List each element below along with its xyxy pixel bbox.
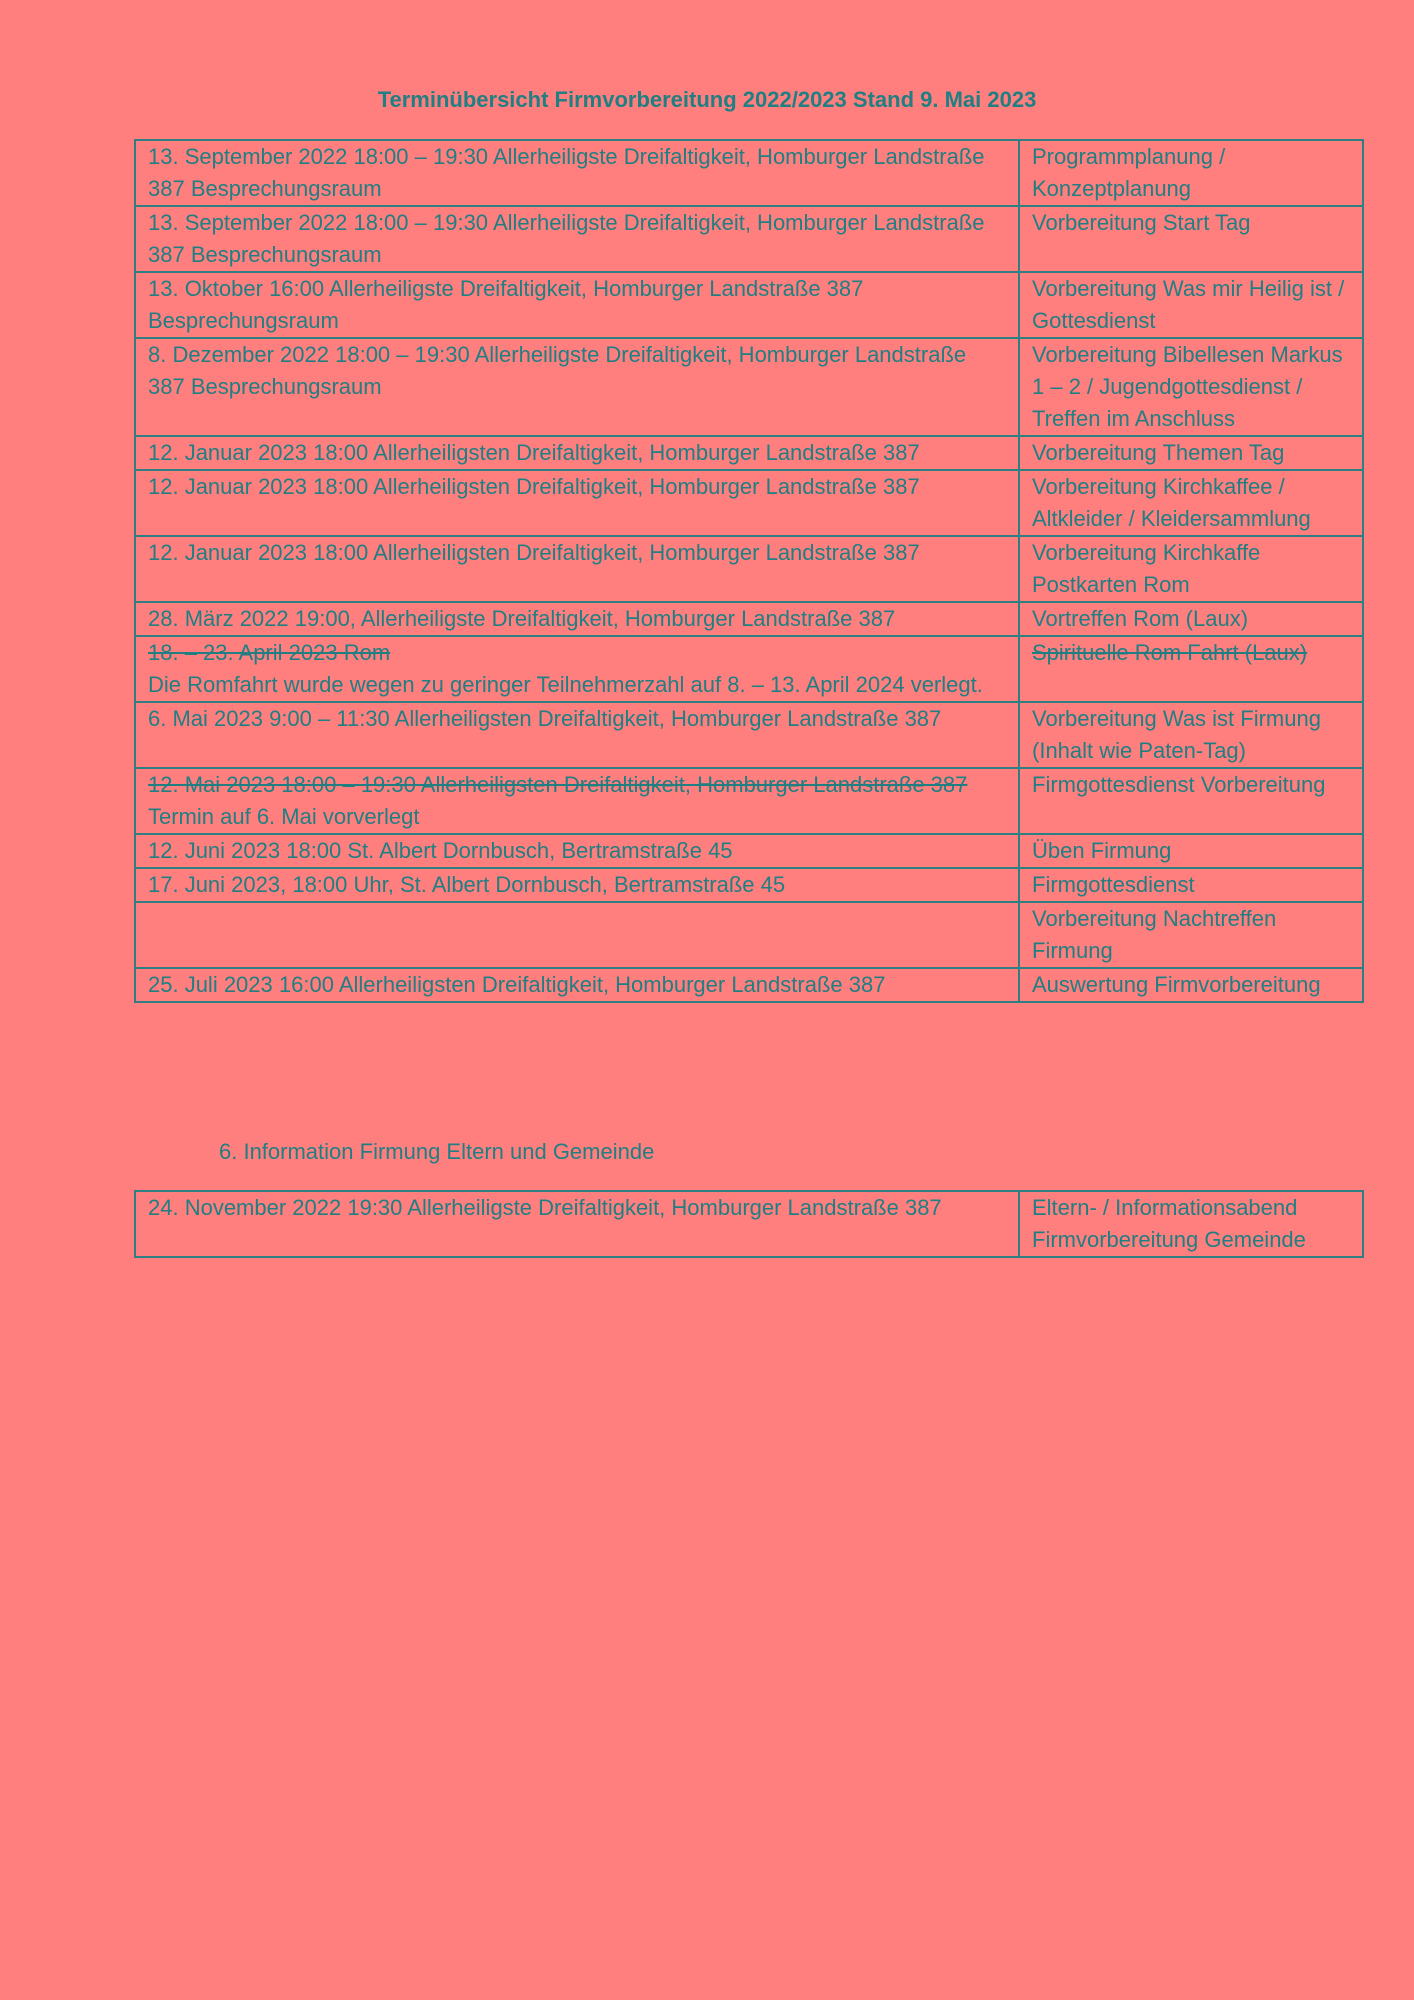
section-heading: 6. Information Firmung Eltern und Gemeinde [219, 1139, 655, 1164]
date-place-cell: 17. Juni 2023, 18:00 Uhr, St. Albert Dornbusch, Bertramstraße 45 [135, 868, 1019, 902]
change-note: Die Romfahrt wurde wegen zu geringer Teilnehmerzahl auf 8. – 13. April 2024 verlegt. [148, 672, 983, 697]
topic-cell: Vorbereitung Start Tag [1019, 206, 1363, 272]
topic-cell [1019, 636, 1363, 702]
topic-cell: Firmgottesdienst [1019, 868, 1363, 902]
topic-cell: Vorbereitung Was ist Firmung (Inhalt wie Paten-Tag) [1019, 702, 1363, 768]
table-row [135, 272, 1363, 338]
cancelled-date: 18. – 23. April 2023 Rom [148, 640, 391, 665]
cancelled-topic: Spirituelle Rom Fahrt (Laux) [1032, 640, 1308, 665]
topic-cell: Eltern- / Informationsabend Firmvorbereitung Gemeinde [1019, 1191, 1363, 1257]
schedule-table [134, 139, 1364, 1003]
date-place-cell: 24. November 2022 19:30 Allerheiligste Dreifaltigkeit, Homburger Landstraße 387 [135, 1191, 1019, 1257]
table-row [135, 1191, 1363, 1257]
table-row [135, 436, 1363, 470]
topic-cell: Programmplanung / Konzeptplanung [1019, 140, 1363, 206]
table-row [135, 868, 1363, 902]
date-place-cell: 12. Januar 2023 18:00 Allerheiligsten Dreifaltigkeit, Homburger Landstraße 387 [135, 470, 1019, 536]
page-title: Terminübersicht Firmvorbereitung 2022/2023 Stand 9. Mai 2023 [377, 87, 1037, 112]
table-row-rescheduled [135, 768, 1363, 834]
topic-cell: Üben Firmung [1019, 834, 1363, 868]
topic-cell: Vorbereitung Kirchkaffee / Altkleider / Kleidersammlung [1019, 470, 1363, 536]
date-place-cell: 13. Oktober 16:00 Allerheiligste Dreifaltigkeit, Homburger Landstraße 387 Besprechungsraum [135, 272, 1019, 338]
table-row [135, 602, 1363, 636]
date-place-cell: 13. September 2022 18:00 – 19:30 Allerheiligste Dreifaltigkeit, Homburger Landstraße 387 Besprechungsraum [135, 206, 1019, 272]
topic-cell: Firmgottesdienst Vorbereitung [1019, 768, 1363, 834]
change-note: Termin auf 6. Mai vorverlegt [148, 804, 420, 829]
topic-cell: Auswertung Firmvorbereitung [1019, 968, 1363, 1002]
topic-cell: Vorbereitung Was mir Heilig ist / Gottesdienst [1019, 272, 1363, 338]
table-row [135, 968, 1363, 1002]
date-place-cell: 12. Januar 2023 18:00 Allerheiligsten Dreifaltigkeit, Homburger Landstraße 387 [135, 436, 1019, 470]
table-row-cancelled [135, 636, 1363, 702]
topic-cell: Vorbereitung Nachtreffen Firmung [1019, 902, 1363, 968]
cancelled-date: 12. Mai 2023 18:00 – 19:30 Allerheiligsten Dreifaltigkeit, Homburger Landstraße 387 [148, 772, 968, 797]
topic-cell: Vortreffen Rom (Laux) [1019, 602, 1363, 636]
date-place-cell: 28. März 2022 19:00, Allerheiligste Dreifaltigkeit, Homburger Landstraße 387 [135, 602, 1019, 636]
date-place-cell: 6. Mai 2023 9:00 – 11:30 Allerheiligsten Dreifaltigkeit, Homburger Landstraße 387 [135, 702, 1019, 768]
date-place-cell [135, 768, 1019, 834]
table-row [135, 834, 1363, 868]
topic-cell: Vorbereitung Bibellesen Markus 1 – 2 / Jugendgottesdienst / Treffen im Anschluss [1019, 338, 1363, 436]
table-row [135, 338, 1363, 436]
date-place-cell: 12. Januar 2023 18:00 Allerheiligsten Dreifaltigkeit, Homburger Landstraße 387 [135, 536, 1019, 602]
date-place-cell: 8. Dezember 2022 18:00 – 19:30 Allerheiligste Dreifaltigkeit, Homburger Landstraße 387 Besprechungsraum [135, 338, 1019, 436]
date-place-cell: 13. September 2022 18:00 – 19:30 Allerheiligste Dreifaltigkeit, Homburger Landstraße 387 Besprechungsraum [135, 140, 1019, 206]
table-row [135, 470, 1363, 536]
date-place-cell: 12. Juni 2023 18:00 St. Albert Dornbusch, Bertramstraße 45 [135, 834, 1019, 868]
date-place-cell [135, 902, 1019, 968]
topic-cell: Vorbereitung Kirchkaffe Postkarten Rom [1019, 536, 1363, 602]
date-place-cell: 25. Juli 2023 16:00 Allerheiligsten Dreifaltigkeit, Homburger Landstraße 387 [135, 968, 1019, 1002]
date-place-cell [135, 636, 1019, 702]
table-row [135, 536, 1363, 602]
parents-schedule-table [134, 1190, 1364, 1258]
table-row [135, 140, 1363, 206]
table-row [135, 206, 1363, 272]
topic-cell: Vorbereitung Themen Tag [1019, 436, 1363, 470]
table-row [135, 702, 1363, 768]
table-row [135, 902, 1363, 968]
